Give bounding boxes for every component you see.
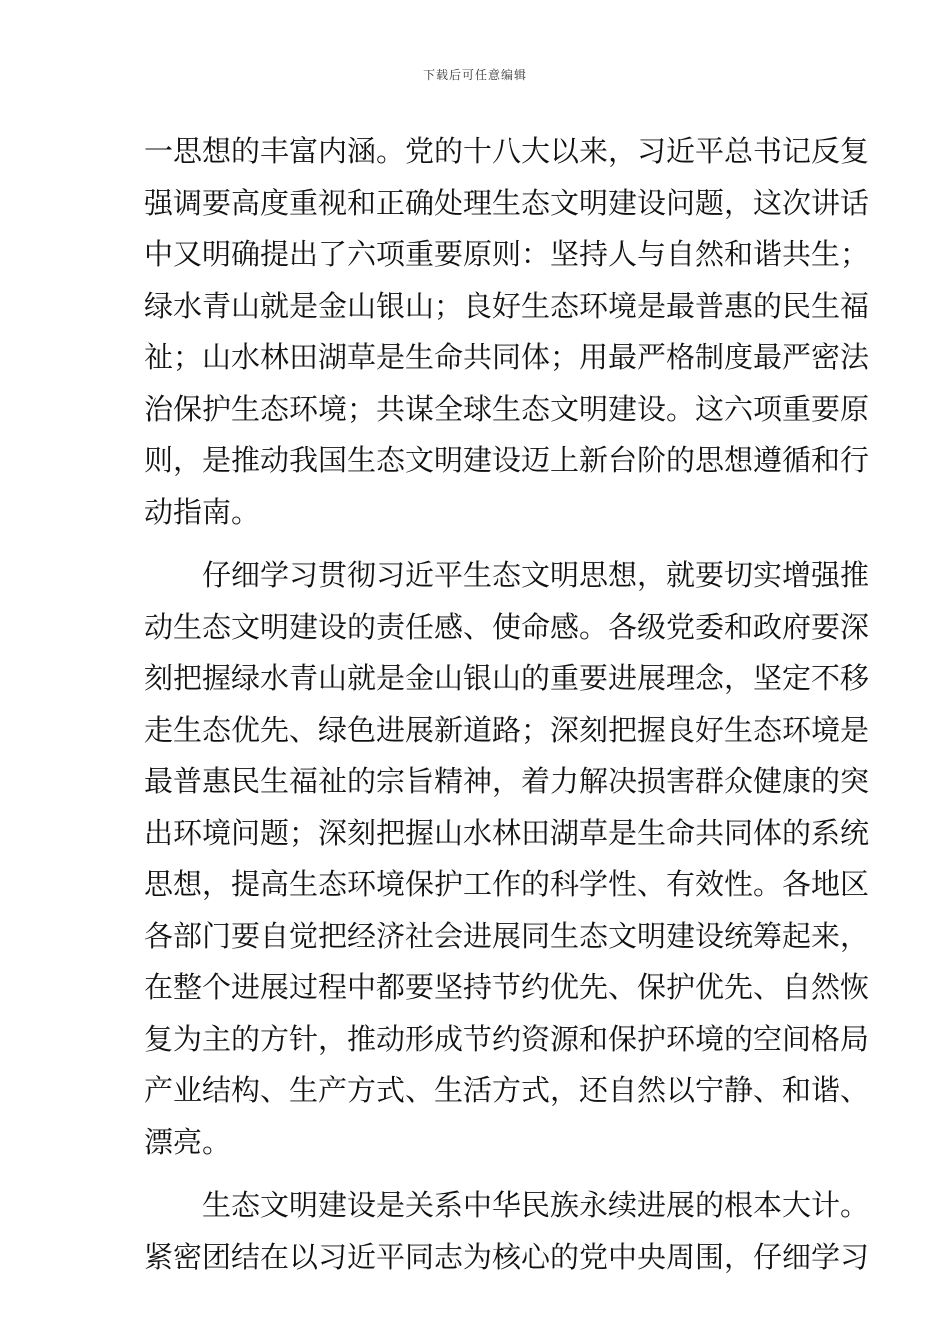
text-line: 最普惠民生福祉的宗旨精神，着力解决损害群众健康的突 (144, 764, 870, 798)
text-line: 产业结构、生产方式、生活方式，还自然以宁静、和谐、 (144, 1073, 870, 1107)
text-line: 动生态文明建设的责任感、使命感。各级党委和政府要深 (144, 609, 870, 644)
text-line: 各部门要自觉把经济社会进展同生态文明建设统筹起来， (144, 918, 870, 953)
paragraph-first-line: 仔细学习贯彻习近平生态文明思想，就要切实增强推 (202, 558, 870, 592)
text-line: 漂亮。 (144, 1124, 232, 1159)
text-line: 祉；山水林田湖草是生命共同体；用最严格制度最严密法 (144, 340, 870, 374)
text-line: 刻把握绿水青山就是金山银山的重要进展理念，坚定不移 (144, 661, 870, 695)
text-line: 走生态优先、绿色进展新道路；深刻把握良好生态环境是 (144, 712, 870, 747)
text-line: 在整个进展过程中都要坚持节约优先、保护优先、自然恢 (144, 970, 870, 1004)
text-line: 中又明确提出了六项重要原则：坚持人与自然和谐共生； (144, 237, 870, 271)
text-line: 则，是推动我国生态文明建设迈上新台阶的思想遵循和行 (144, 443, 870, 477)
text-line: 强调要高度重视和正确处理生态文明建设问题，这次讲话 (144, 185, 870, 220)
text-line: 紧密团结在以习近平同志为核心的党中央周围，仔细学习 (144, 1239, 870, 1274)
text-line: 复为主的方针，推动形成节约资源和保护环境的空间格局 (144, 1021, 870, 1056)
text-line: 绿水青山就是金山银山；良好生态环境是最普惠的民生福 (144, 288, 870, 323)
text-line: 思想，提高生态环境保护工作的科学性、有效性。各地区 (144, 867, 870, 901)
text-line: 治保护生态环境；共谋全球生态文明建设。这六项重要原 (144, 391, 870, 426)
text-line: 出环境问题；深刻把握山水林田湖草是生命共同体的系统 (144, 815, 870, 850)
text-line: 动指南。 (144, 494, 261, 529)
text-line: 一思想的丰富内涵。党的十八大以来，习近平总书记反复 (144, 134, 870, 168)
paragraph-first-line: 生态文明建设是关系中华民族永续进展的根本大计。 (202, 1188, 870, 1222)
document-body (144, 127, 870, 1284)
page-header: 下载后可任意编辑 (422, 68, 527, 82)
